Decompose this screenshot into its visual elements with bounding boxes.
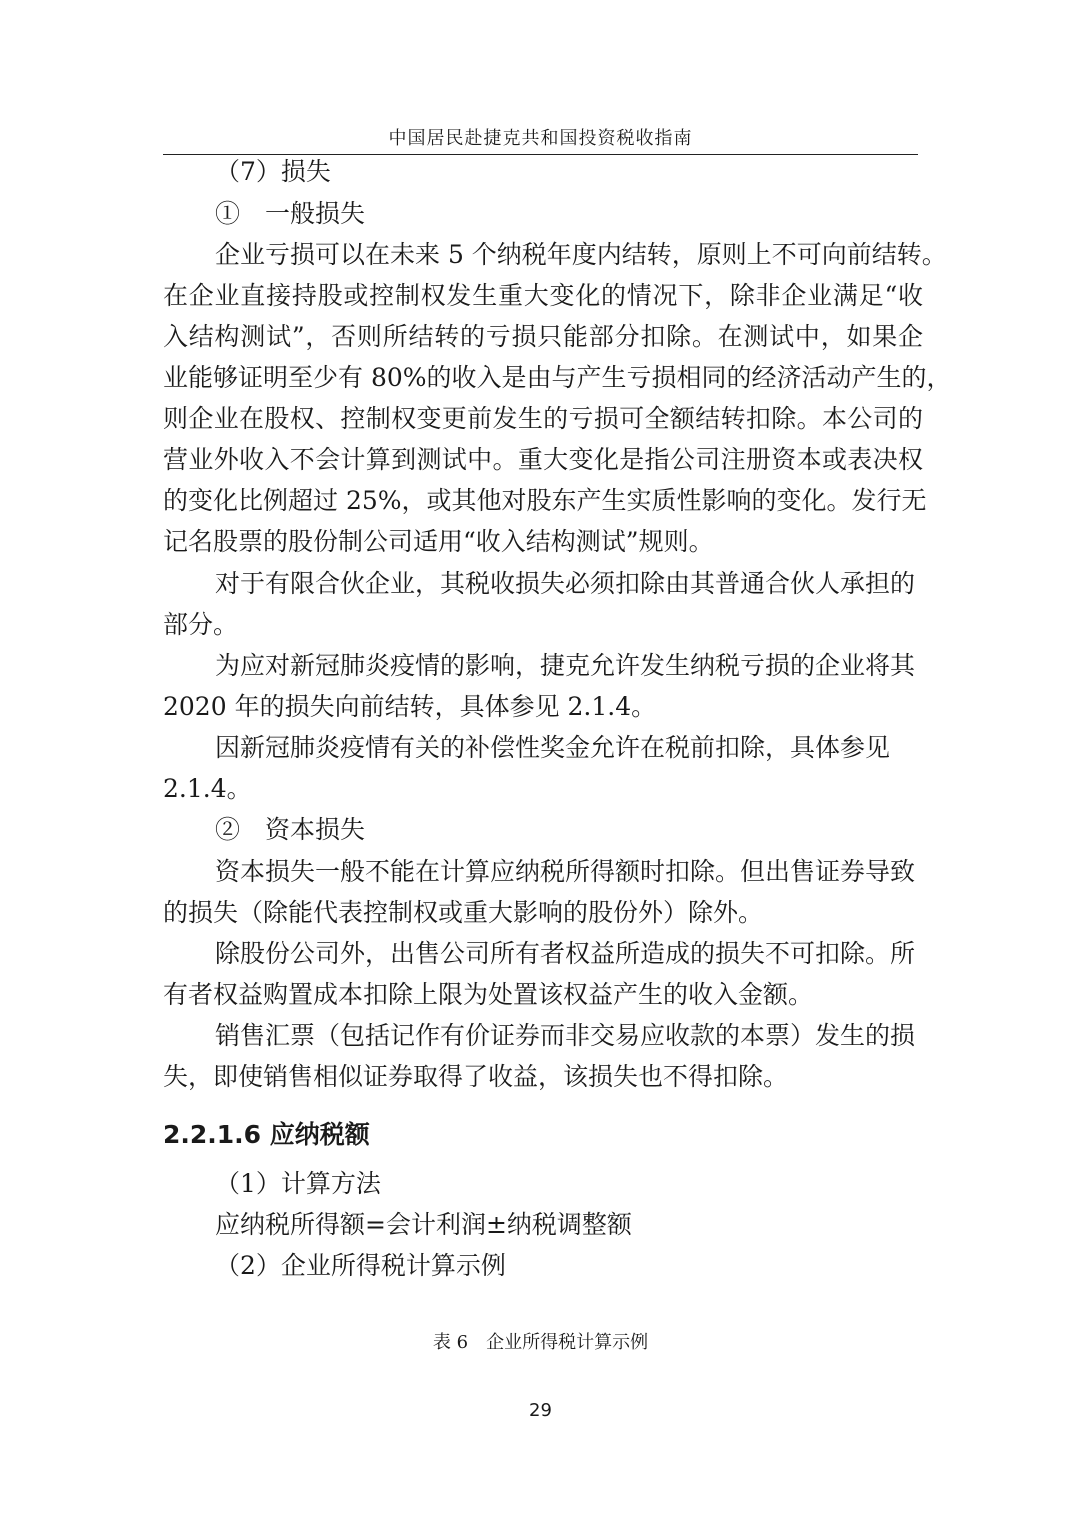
paragraph-line: 因新冠肺炎疫情有关的补偿性奖金允许在税前扣除，具体参见 [215, 733, 891, 762]
paragraph-line: 对于有限合伙企业，其税收损失必须扣除由其普通合伙人承担的 [215, 569, 916, 598]
paragraph-line: 业能够证明至少有 80%的收入是由与产生亏损相同的经济活动产生的， [163, 363, 952, 392]
paragraph-line: 销售汇票（包括记作有价证券而非交易应收款的本票）发生的损 [215, 1021, 916, 1050]
page-number: 29 [529, 1400, 552, 1421]
section-title-losses: （7）损失 [215, 157, 331, 186]
paragraph-line: 的损失（除能代表控制权或重大影响的股份外）除外。 [163, 898, 764, 927]
paragraph-line: 企业亏损可以在未来 5 个纳税年度内结转，原则上不可向前结转。 [215, 240, 947, 269]
paragraph-line: 失，即使销售相似证券取得了收益，该损失也不得扣除。 [163, 1062, 789, 1091]
paragraph-line: 有者权益购置成本扣除上限为处置该权益产生的收入金额。 [163, 980, 814, 1009]
example-title: （2）企业所得税计算示例 [215, 1251, 506, 1280]
paragraph-line: 则企业在股权、控制权变更前发生的亏损可全额结转扣除。本公司的 [163, 404, 923, 433]
paragraph-line: 资本损失一般不能在计算应纳税所得额时扣除。但出售证券导致 [215, 857, 916, 886]
paragraph-line: 营业外收入不会计算到测试中。重大变化是指公司注册资本或表决权 [163, 445, 923, 474]
paragraph-line: 除股份公司外，出售公司所有者权益所造成的损失不可扣除。所 [215, 939, 916, 968]
paragraph-line: 在企业直接持股或控制权发生重大变化的情况下，除非企业满足“收 [163, 281, 923, 310]
section-heading-tax-payable: 2.2.1.6 应纳税额 [163, 1120, 370, 1149]
paragraph-line: 入结构测试”，否则所结转的亏损只能部分扣除。在测试中，如果企 [163, 322, 923, 351]
paragraph-line: 2020 年的损失向前结转，具体参见 2.1.4。 [163, 692, 657, 721]
paragraph-line: 2.1.4。 [163, 774, 252, 803]
running-header: 中国居民赴捷克共和国投资税收指南 [388, 128, 693, 149]
subsection-general-losses: ① 一般损失 [215, 199, 366, 228]
calc-method-title: （1）计算方法 [215, 1169, 381, 1198]
formula-line: 应纳税所得额=会计利润±纳税调整额 [215, 1210, 632, 1239]
paragraph-line: 记名股票的股份制公司适用“收入结构测试”规则。 [163, 527, 714, 556]
subsection-capital-losses: ② 资本损失 [215, 815, 366, 844]
paragraph-line: 的变化比例超过 25%，或其他对股东产生实质性影响的变化。发行无 [163, 486, 927, 515]
table-caption: 表 6 企业所得税计算示例 [432, 1332, 649, 1353]
paragraph-line: 部分。 [163, 610, 239, 639]
paragraph-line: 为应对新冠肺炎疫情的影响，捷克允许发生纳税亏损的企业将其 [215, 651, 916, 680]
